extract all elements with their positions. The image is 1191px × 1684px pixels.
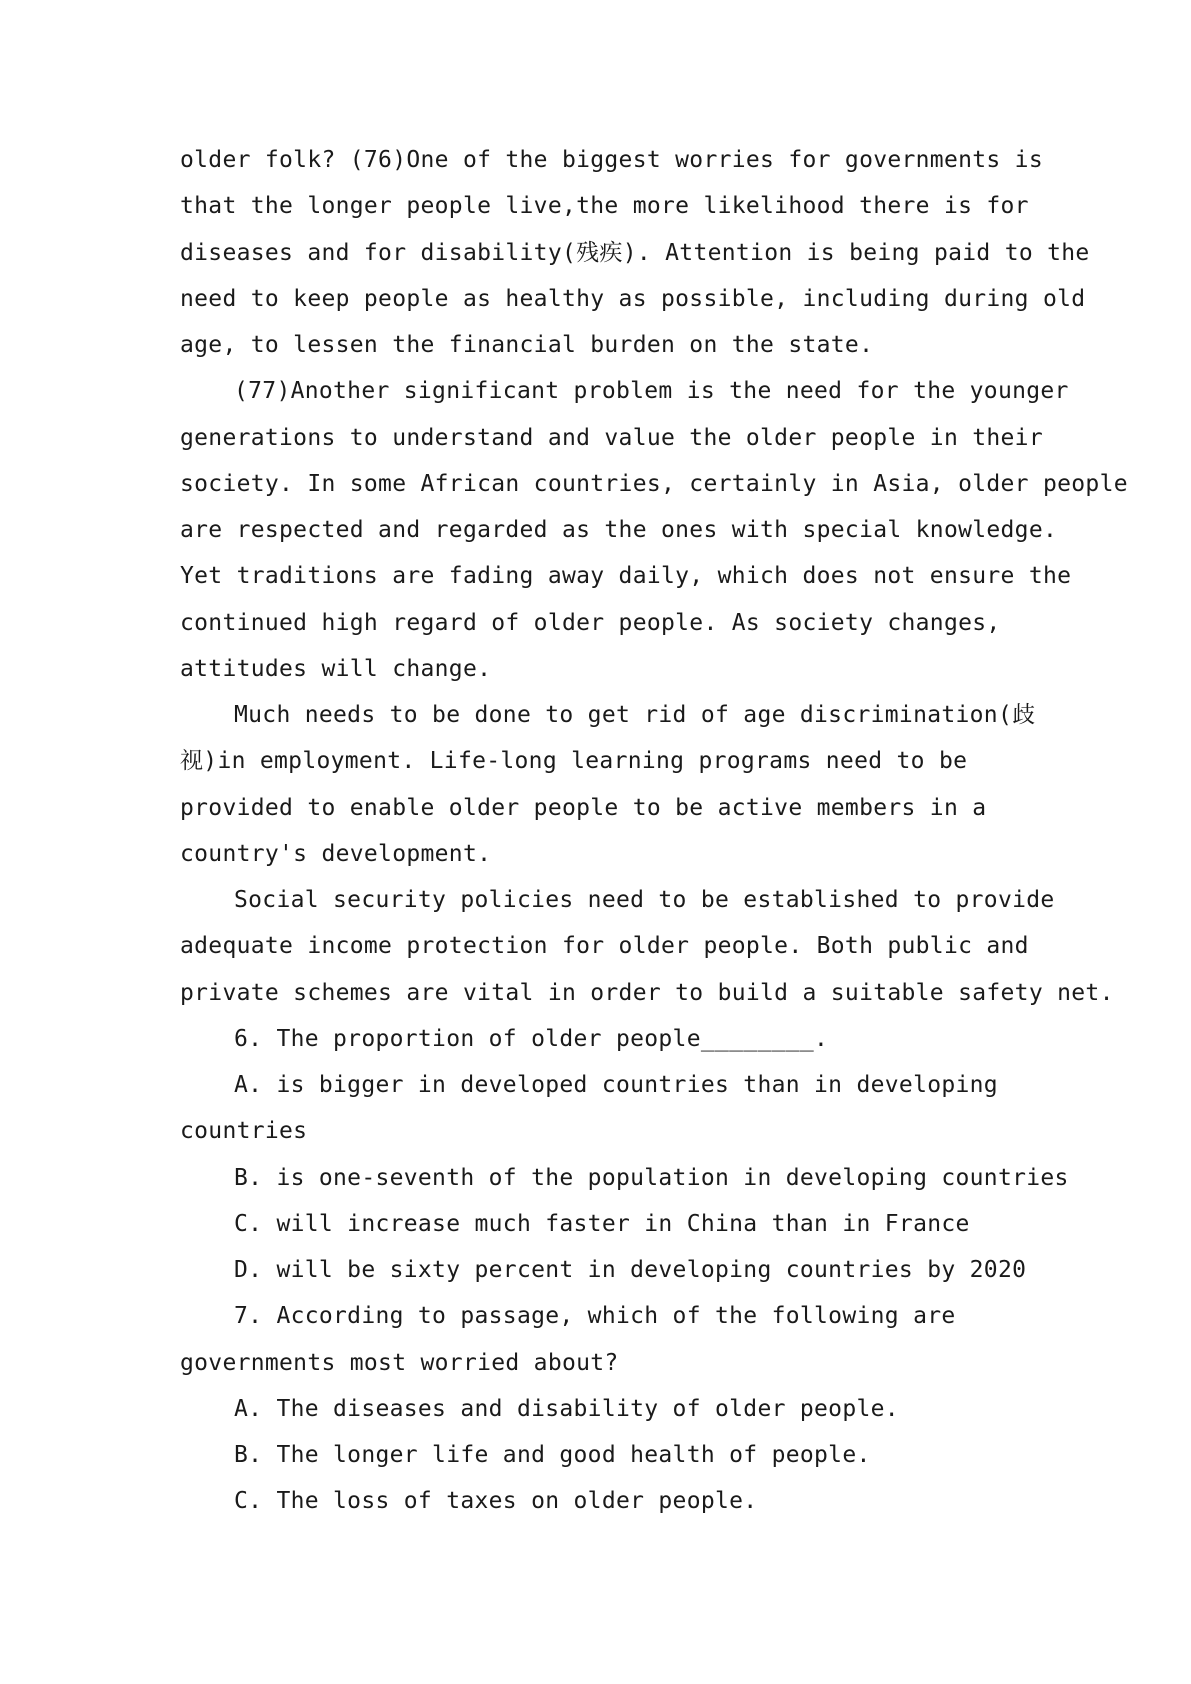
text-line: age, to lessen the financial burden on the state. (180, 332, 874, 358)
question-stem: 6. The proportion of older people________. (234, 1025, 829, 1052)
answer-option: C. will increase much faster in China than in France (234, 1210, 970, 1237)
answer-option: B. The longer life and good health of people. (234, 1442, 871, 1468)
text-line: need to keep people as healthy as possible, including during old (180, 285, 1086, 312)
text-line: society. In some African countries, certainly in Asia, older people (180, 470, 1128, 497)
paragraph-first-line: Social security policies need to be established to provide (234, 887, 1055, 913)
text-line: Yet traditions are fading away daily, which does not ensure the (180, 563, 1072, 590)
text-line: 视)in employment. Life-long learning programs need to be (180, 748, 968, 775)
text-line: older folk? (76)One of the biggest worries for governments is (180, 147, 1043, 173)
paragraph-first-line: Much needs to be done to get rid of age discrimination(歧 (234, 702, 1036, 728)
answer-option: A. is bigger in developed countries than in developing (234, 1072, 998, 1098)
question-stem-continued: governments most worried about? (180, 1349, 619, 1376)
text-line: continued high regard of older people. As society changes, (180, 609, 1001, 636)
text-line: that the longer people live,the more likelihood there is for (180, 193, 1029, 220)
answer-option: B. is one-seventh of the population in developing countries (234, 1164, 1069, 1191)
text-line: private schemes are vital in order to build a suitable safety net. (180, 979, 1114, 1006)
text-line: adequate income protection for older people. Both public and (180, 933, 1029, 960)
text-line: are respected and regarded as the ones with special knowledge. (180, 517, 1058, 543)
answer-option: A. The diseases and disability of older people. (234, 1395, 899, 1422)
text-line: generations to understand and value the older people in their (180, 424, 1043, 451)
answer-option: C. The loss of taxes on older people. (234, 1488, 758, 1515)
answer-option-continued: countries (180, 1118, 308, 1145)
document-page (180, 137, 1128, 1525)
question-stem: 7. According to passage, which of the following are (234, 1303, 956, 1330)
paragraph-first-line: (77)Another significant problem is the need for the younger (234, 378, 1069, 405)
text-line: attitudes will change. (180, 655, 492, 682)
text-line: country's development. (180, 840, 492, 867)
answer-option: D. will be sixty percent in developing countries by 2020 (234, 1257, 1027, 1283)
text-line: provided to enable older people to be active members in a (180, 794, 987, 821)
text-line: diseases and for disability(残疾). Attention is being paid to the (180, 239, 1090, 266)
